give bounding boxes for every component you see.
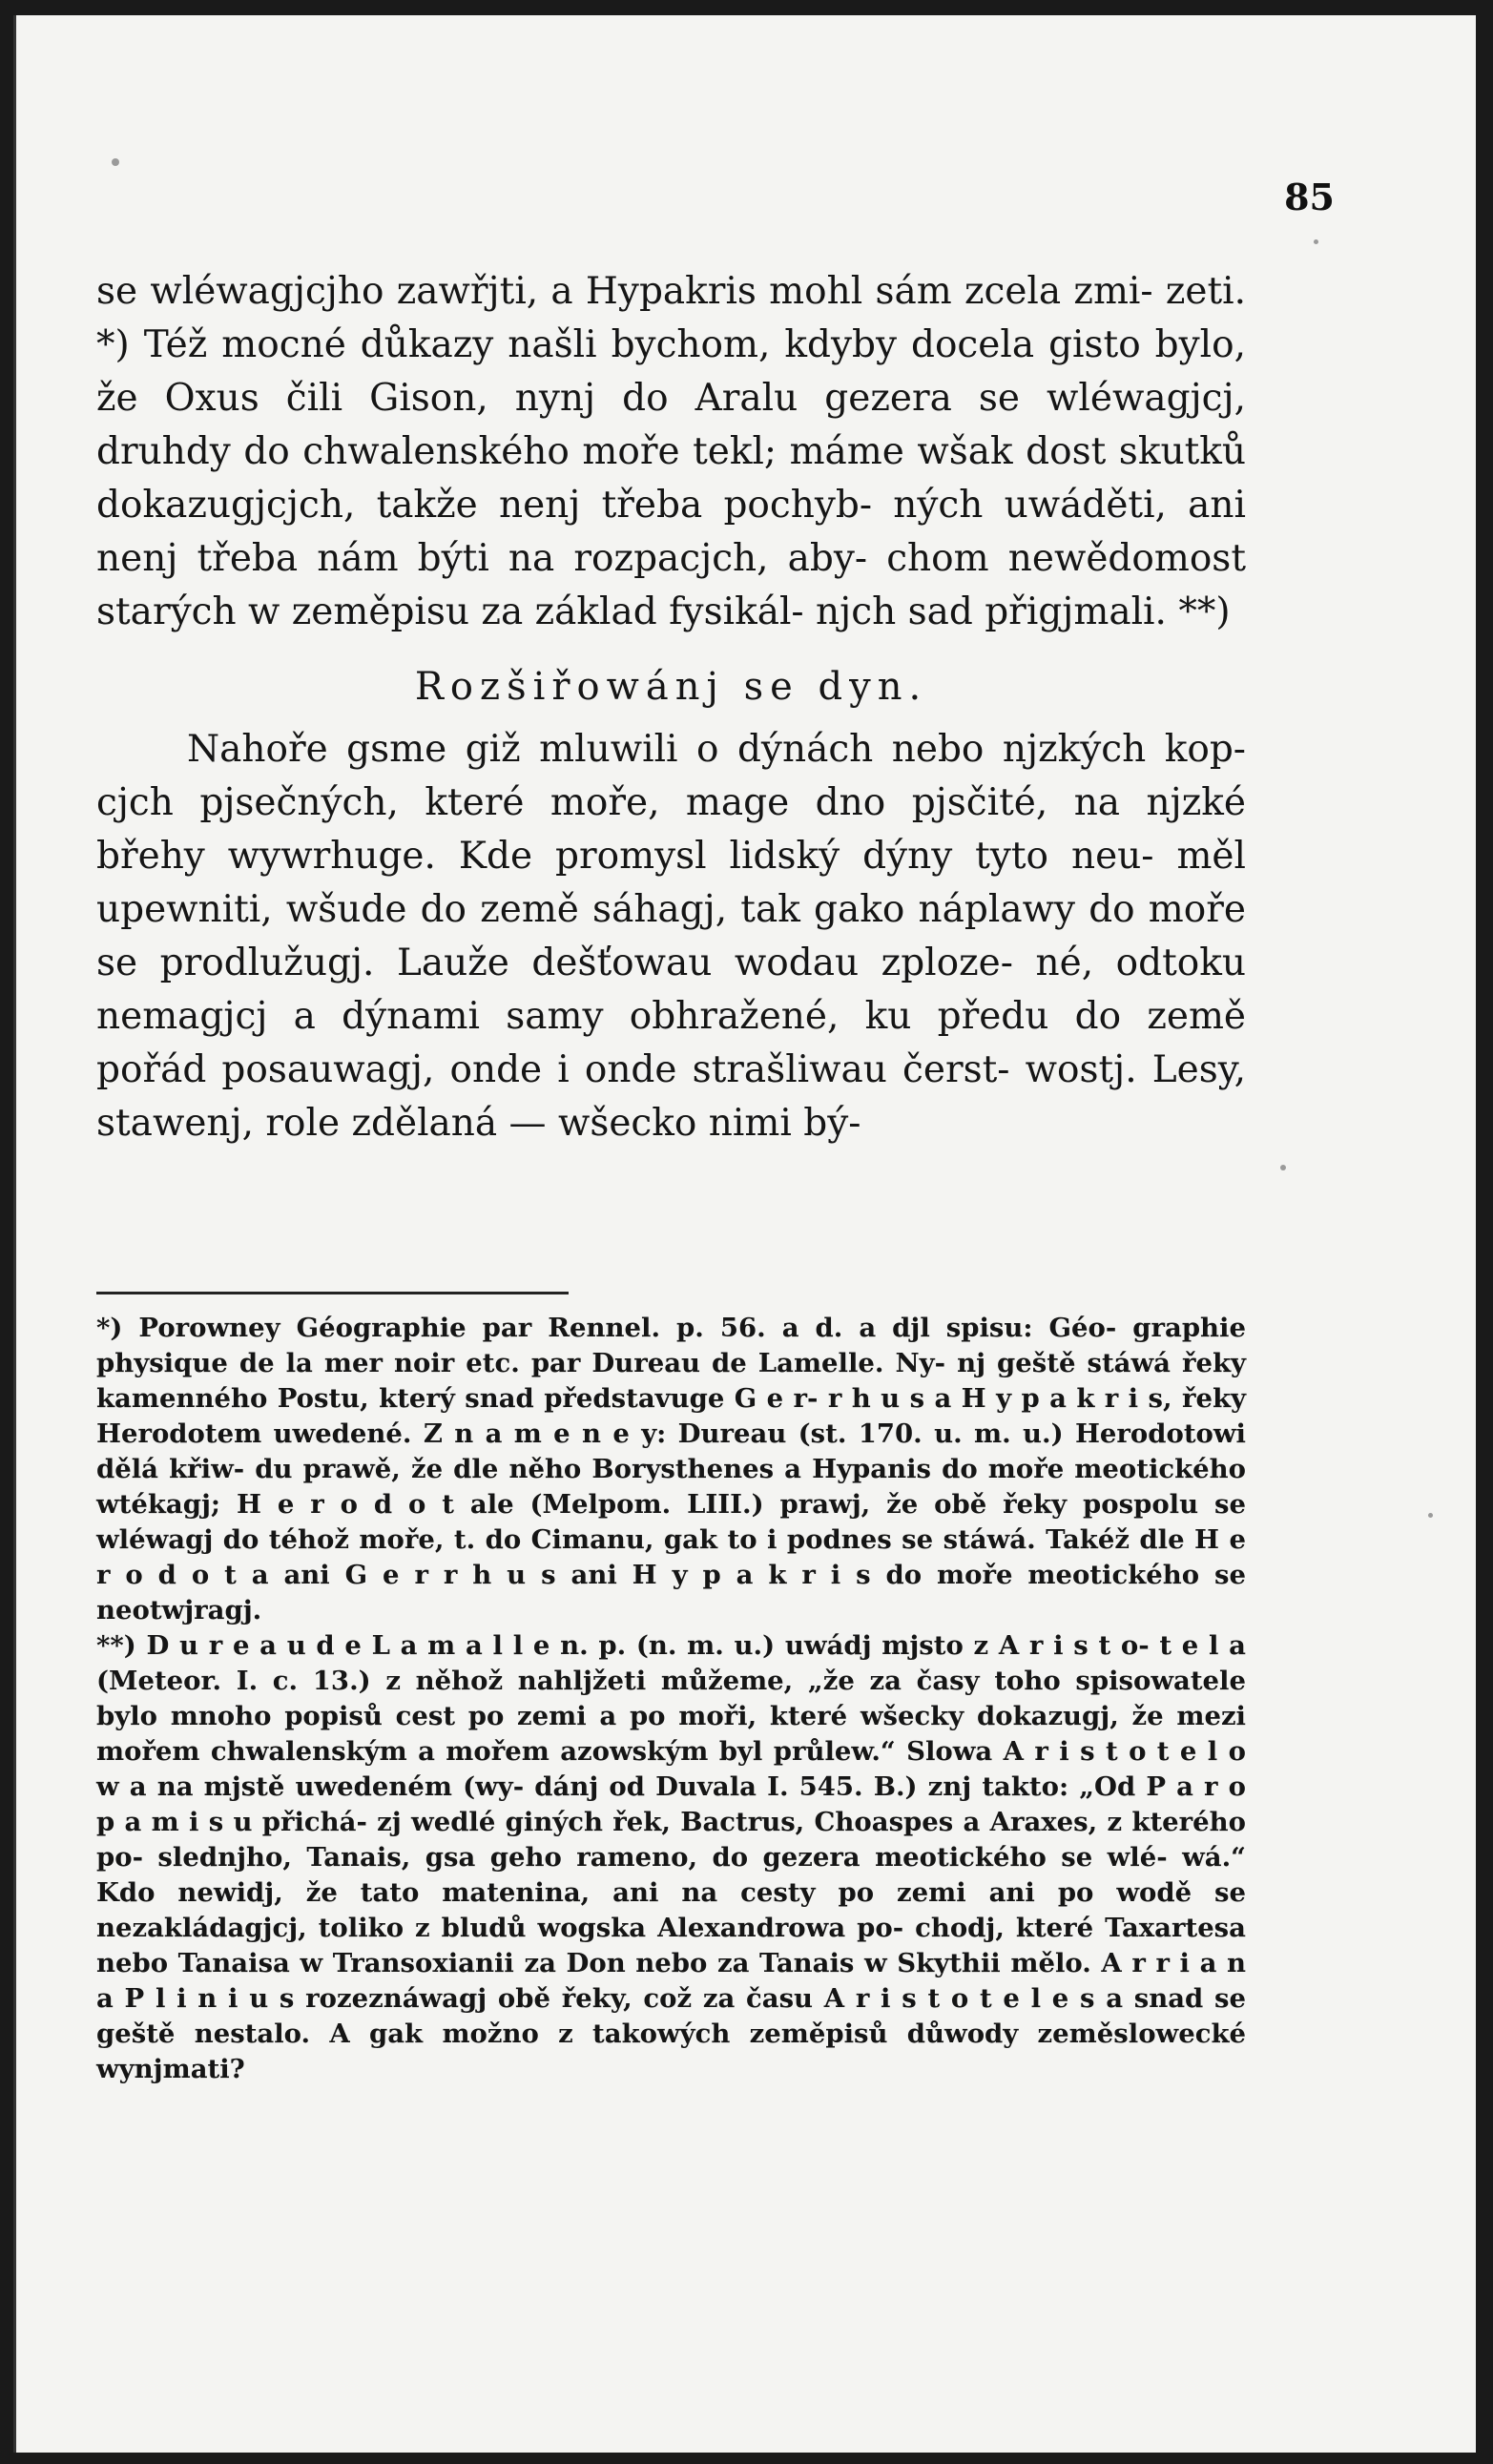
footnote-2 — [96, 1628, 1246, 2087]
footnote-line: *) Porowney Géographie par Rennel. p. 56. a d. a djl spisu: Géo- — [96, 1313, 1117, 1343]
footnote-line: wá.“ Kdo newidj, že tato matenina, ani na cesty po zemi ani — [96, 1842, 1246, 1908]
text-line: chom newědomost starých w zeměpisu za základ fysikál- — [96, 537, 1246, 633]
footnote-line: du prawě, že dle něho Borysthenes a Hypanis do moře meotického — [255, 1454, 1247, 1484]
footnote-line: pospolu se wléwagj do téhož moře, t. do Cimanu, gak to i podnes — [96, 1489, 1246, 1555]
footnote-line: t e l a (Meteor. I. c. 13.) z něhož nahljžeti můžeme, „že za časy — [96, 1630, 1247, 1696]
paragraph-continuation — [96, 265, 1246, 639]
footnote-line: řeky, což za času A r i s t o t e l e s a snad se geště nestalo. A gak — [96, 1983, 1246, 2049]
text-line: wšak dost skutků dokazugjcjch, takže nenj třeba pochyb- — [96, 430, 1246, 527]
text-line: wostj. Lesy, stawenj, role zdělaná — wšecko nimi bý- — [96, 1048, 1246, 1145]
text-line: gisto bylo, že Oxus čili Gison, nynj do Aralu gezera se — [96, 323, 1246, 420]
footnote-line: toho spisowatele bylo mnoho popisů cest po zemi a po moři, které — [96, 1666, 1246, 1731]
text-line: cjch pjsečných, které moře, mage dno pjsčité, na njzké — [96, 781, 1246, 824]
footnote-1 — [96, 1311, 1246, 1628]
footnote-line: do moře meotického se neotwjragj. — [96, 1560, 1246, 1625]
text-line: ných uwáděti, ani nenj třeba nám býti na rozpacjch, aby- — [96, 484, 1247, 580]
text-line: Nahoře gsme giž mluwili o dýnách nebo njzkých kop- — [187, 728, 1246, 771]
text-line: zeti. *) Též mocné důkazy našli bychom, kdyby docela — [96, 270, 1246, 366]
text-line: se wléwagjcjho zawřjti, a Hypakris mohl sám zcela zmi- — [96, 270, 1153, 313]
footnote-line: nj geště stáwá řeky kamenného Postu, který snad představuge G e r- — [96, 1348, 1246, 1414]
text-line: břehy wywrhuge. Kde promysl lidský dýny tyto neu- — [96, 835, 1154, 878]
footnote-line: byl průlew.“ Slowa A r i s t o t e l o w a na mjstě uwedeném (wy- — [96, 1736, 1246, 1802]
scan-speck — [1280, 1165, 1286, 1170]
main-text — [96, 265, 1246, 1150]
page-number: 85 — [1284, 176, 1335, 218]
footnote-line: za Tanais w Skythii mělo. A r r i a n a P l i n i u s rozeznáwagj obě — [96, 1948, 1246, 2014]
scan-speck — [1314, 239, 1318, 244]
footnotes — [96, 1311, 1246, 2087]
text-line: do země pořád posauwagj, onde i onde strašliwau čerst- — [96, 995, 1247, 1091]
footnote-line: dánj od Duvala I. 545. B.) znj takto: „Od P a r o p a m i s u přichá- — [96, 1771, 1246, 1837]
footnote-line: wtékagj; H e r o d o t ale (Melpom. LIII.) prawj, že obě řeky — [96, 1489, 1068, 1520]
footnote-line: wšecky dokazugj, že mezi mořem chwalenským a mořem azowským — [96, 1701, 1247, 1767]
footnote-line: po wodě se nezakládagjcj, toliko z bludů wogska Alexandrowa po- — [96, 1877, 1247, 1943]
section-heading: Rozšiřowánj se dyn. — [414, 665, 928, 709]
paragraph — [96, 723, 1246, 1150]
footnote-line: možno z takowých zeměpisů důwody zeměslowecké wynjmati? — [96, 2019, 1246, 2084]
book-page — [13, 15, 1476, 2453]
footnote-line: graphie physique de la mer noir etc. par Dureau de Lamelle. Ny- — [96, 1313, 1246, 1378]
text-line: měl upewniti, wšude do země sáhagj, tak gako náplawy — [96, 835, 1246, 931]
text-line: do moře se prodlužugj. Lauže dešťowau wodau zploze- — [96, 888, 1246, 984]
footnote-line: slednjho, Tanais, gsa geho rameno, do gezera meotického se wlé- — [157, 1842, 1168, 1873]
scan-speck — [1428, 1513, 1433, 1518]
scan-speck — [112, 158, 119, 166]
footnote-line: zj wedlé giných řek, Bactrus, Choaspes a Araxes, z kterého po- — [96, 1807, 1246, 1873]
footnote-line: Z n a m e n e y: Dureau (st. 170. u. m. u.) Herodotowi dělá křiw- — [96, 1418, 1246, 1484]
footnote-line: se stáwá. Takéž dle H e r o d o t a ani G e r r h u s ani H y p a k r i s — [96, 1524, 1246, 1590]
footnote-line: chodj, které Taxartesa nebo Tanaisa w Transoxianii za Don nebo — [96, 1913, 1246, 1978]
footnote-line: **) D u r e a u d e L a m a l l e n. p. (n. m. u.) uwádj mjsto z A r i s t o- — [96, 1630, 1150, 1661]
text-line: njch sad přigjmali. **) — [816, 590, 1231, 633]
text-line: wléwagjcj, druhdy do chwalenského moře tekl; máme — [96, 377, 1246, 473]
text-line: né, odtoku nemagjcj a dýnami samy obhražené, ku předu — [96, 942, 1247, 1038]
footnote-divider — [96, 1292, 569, 1294]
footnote-line: r h u s a H y p a k r i s, řeky Herodotem uwedené. — [96, 1383, 1247, 1449]
